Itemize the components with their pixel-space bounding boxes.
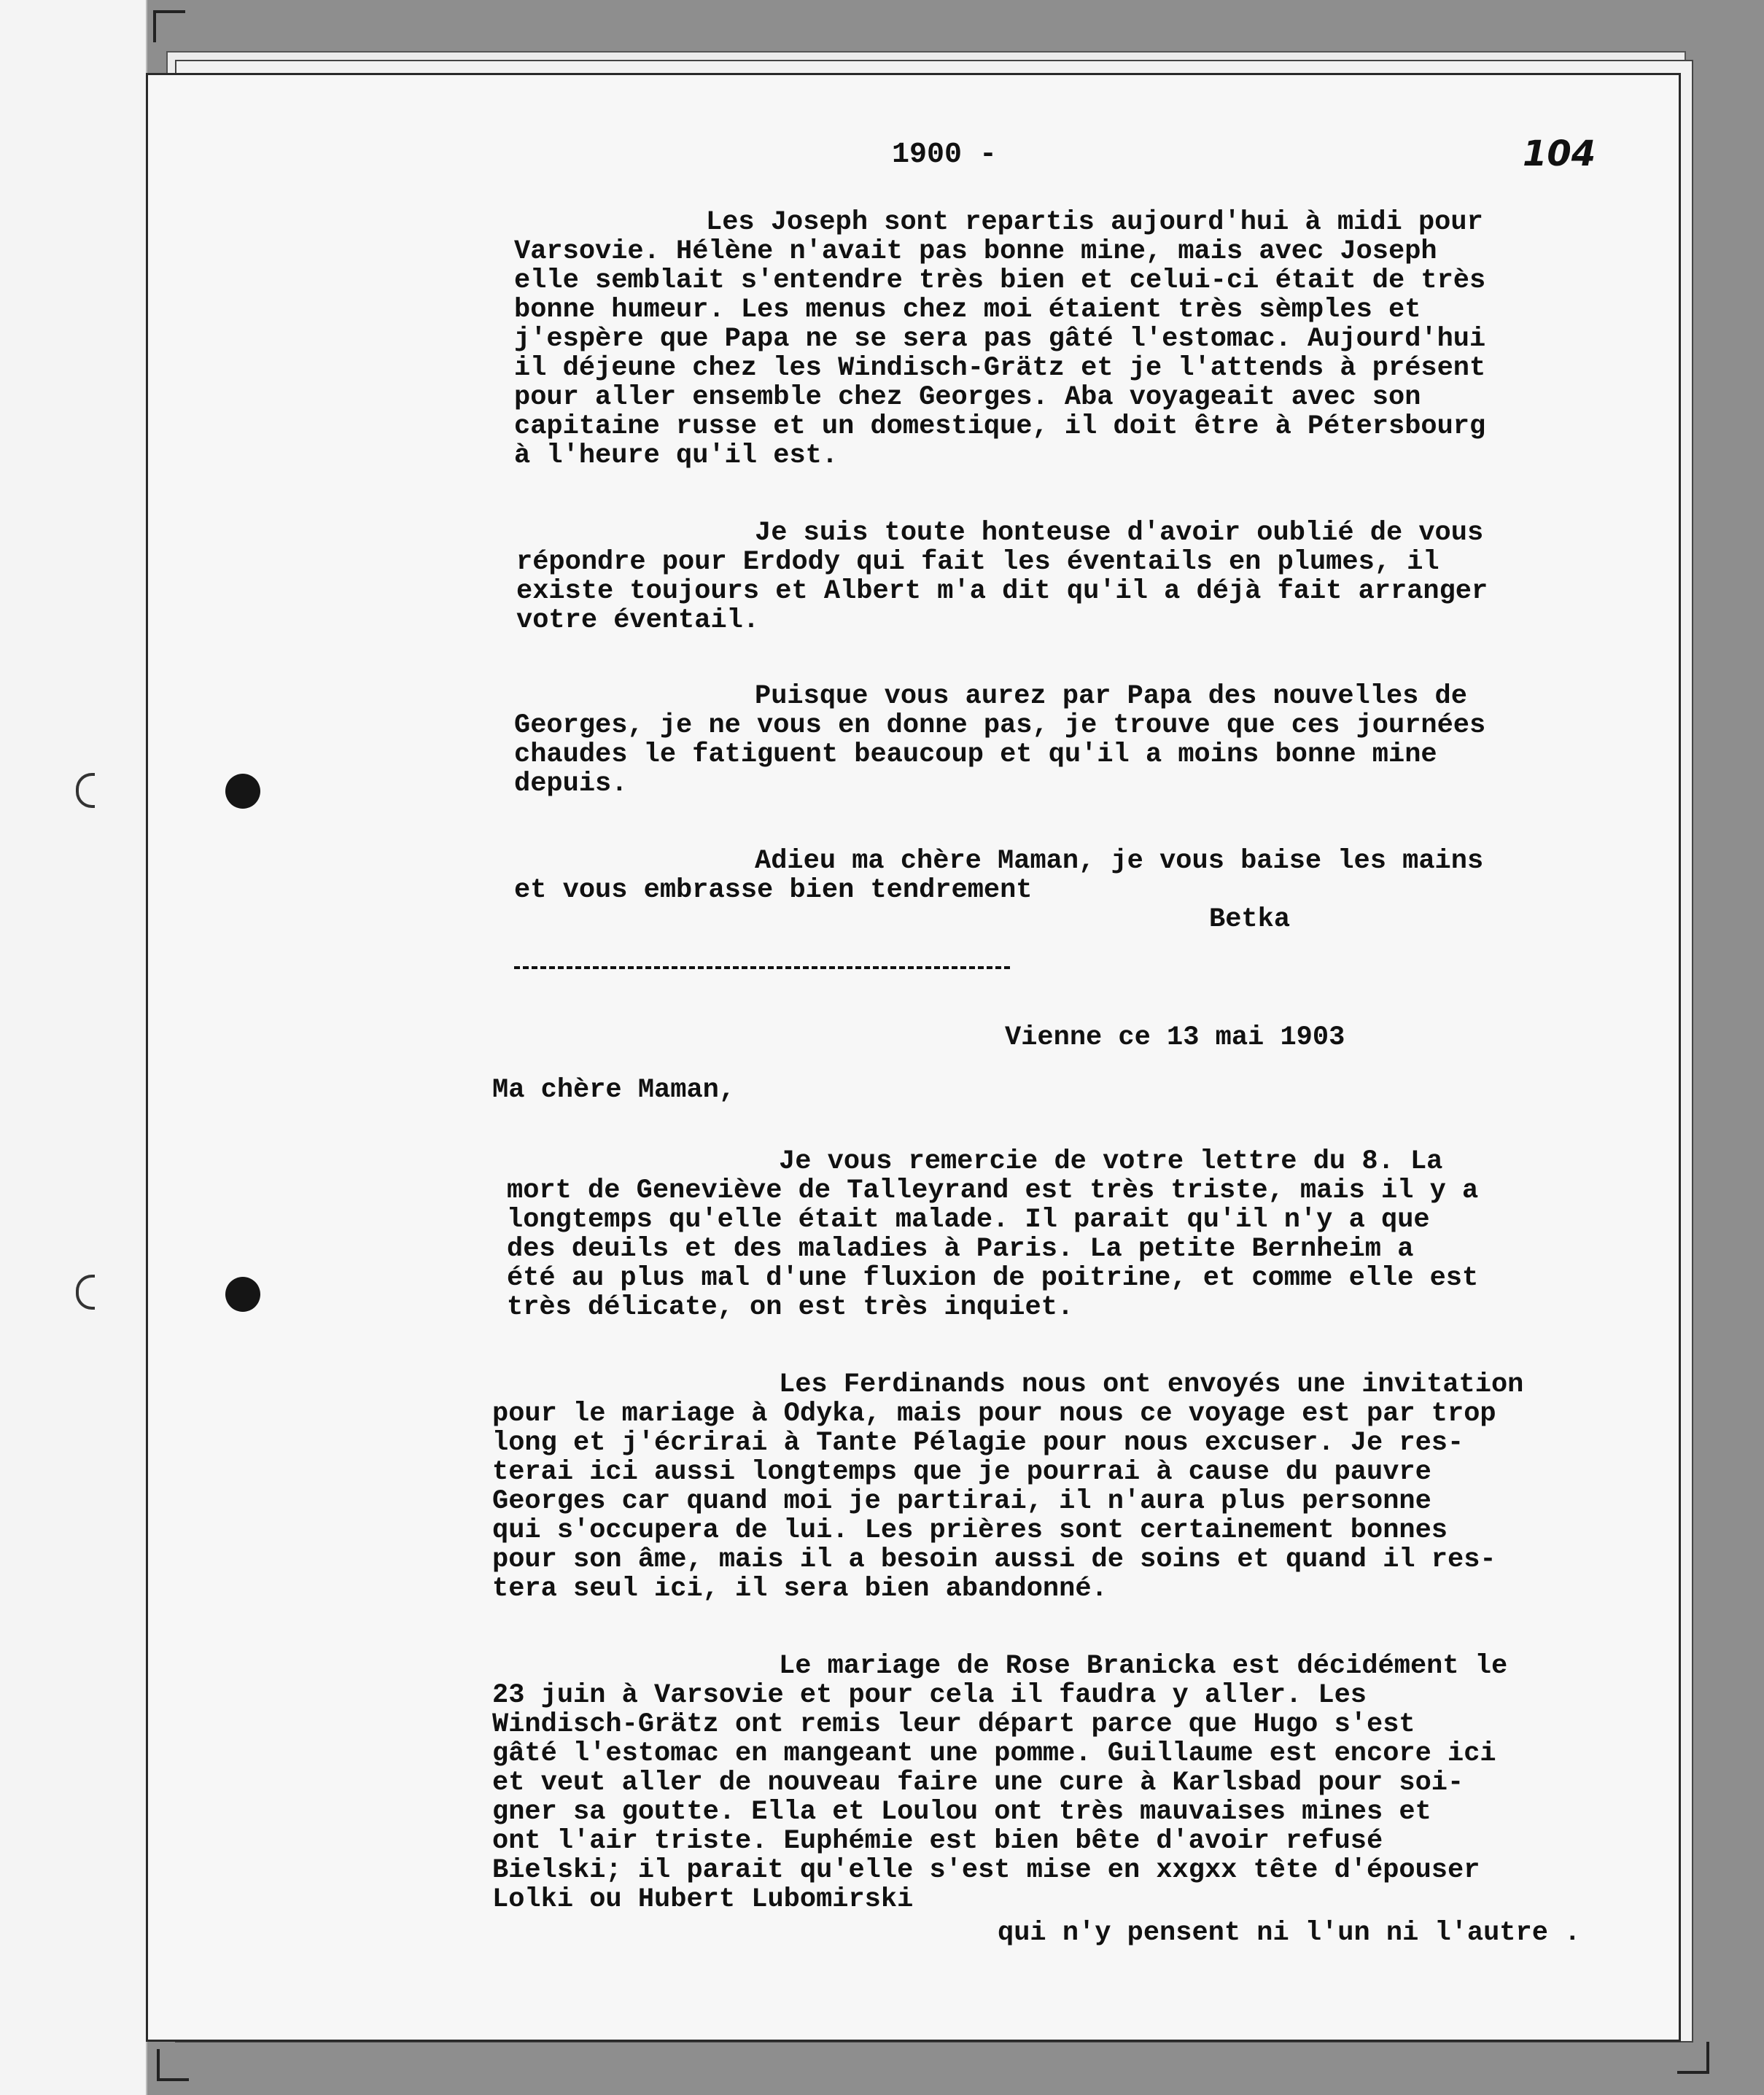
text-line: pour le mariage à Odyka, mais pour nous ce voyage est par trop: [492, 1399, 1496, 1429]
text-line: répondre pour Erdody qui fait les éventails en plumes, il: [516, 547, 1439, 578]
text-line: Je vous remercie de votre lettre du 8. La: [779, 1146, 1443, 1177]
text-line: tera seul ici, il sera bien abandonné.: [492, 1574, 1108, 1604]
text-line: et vous embrasse bien tendrement: [514, 875, 1033, 906]
text-line: j'espère que Papa ne se sera pas gâté l'estomac. Aujourd'hui: [514, 324, 1486, 354]
crop-mark-bottom-left: [157, 2049, 189, 2081]
text-line: des deuils et des maladies à Paris. La petite Bernheim a: [507, 1234, 1414, 1264]
signature: Betka: [1209, 904, 1291, 935]
text-line: Adieu ma chère Maman, je vous baise les mains: [755, 846, 1484, 877]
text-line: votre éventail.: [516, 605, 760, 636]
text-line: à l'heure qu'il est.: [514, 440, 839, 471]
binder-strip: [0, 0, 147, 2095]
crop-mark-bottom-right: [1677, 2042, 1709, 2074]
text-line: longtemps qu'elle était malade. Il parait qu'il n'y a que: [507, 1205, 1430, 1235]
text-line: Le mariage de Rose Branicka est décidément le: [779, 1651, 1508, 1682]
text-line: Je suis toute honteuse d'avoir oublié de vous: [755, 518, 1484, 548]
text-line: pour son âme, mais il a besoin aussi de soins et quand il res-: [492, 1544, 1496, 1575]
text-line: mort de Geneviève de Talleyrand est très triste, mais il y a: [507, 1175, 1479, 1206]
text-line: bonne humeur. Les menus chez moi étaient très sèmples et: [514, 295, 1421, 325]
text-line: il déjeune chez les Windisch-Grätz et je l'attends à présent: [514, 353, 1486, 384]
text-line: Puisque vous aurez par Papa des nouvelles de: [755, 681, 1467, 712]
dateline: Vienne ce 13 mai 1903: [1005, 1022, 1345, 1053]
text-line: long et j'écrirai à Tante Pélagie pour nous excuser. Je res-: [492, 1428, 1464, 1458]
text-line: qui n'y pensent ni l'un ni l'autre .: [998, 1918, 1581, 1948]
text-line: été au plus mal d'une fluxion de poitrine, et comme elle est: [507, 1263, 1479, 1294]
page-number: 104: [1523, 133, 1596, 174]
salutation: Ma chère Maman,: [492, 1075, 736, 1105]
text-line: gner sa goutte. Ella et Loulou ont très mauvaises mines et: [492, 1797, 1431, 1827]
text-line: très délicate, on est très inquiet.: [507, 1292, 1074, 1323]
text-line: depuis.: [514, 769, 628, 799]
text-line: Georges car quand moi je partirai, il n'aura plus personne: [492, 1486, 1431, 1517]
typewritten-page: [146, 73, 1681, 2042]
text-line: Windisch-Grätz ont remis leur départ parce que Hugo s'est: [492, 1709, 1415, 1740]
text-line: Lolki ou Hubert Lubomirski: [492, 1884, 914, 1915]
text-line: Georges, je ne vous en donne pas, je trouve que ces journées: [514, 710, 1486, 741]
text-line: pour aller ensemble chez Georges. Aba voyageait avec son: [514, 382, 1421, 413]
page-header: 1900 -: [892, 139, 998, 171]
text-line: gâté l'estomac en mangeant une pomme. Guillaume est encore ici: [492, 1738, 1496, 1769]
text-line: elle semblait s'entendre très bien et celui-ci était de très: [514, 265, 1486, 296]
text-line: Les Joseph sont repartis aujourd'hui à midi pour: [706, 207, 1483, 238]
text-line: Bielski; il parait qu'elle s'est mise en xxgxx tête d'épouser: [492, 1855, 1480, 1886]
text-line: 23 juin à Varsovie et pour cela il faudra y aller. Les: [492, 1680, 1367, 1711]
text-line: existe toujours et Albert m'a dit qu'il a déjà fait arranger: [516, 576, 1488, 607]
separator-rule: [514, 966, 1010, 969]
text-line: ont l'air triste. Euphémie est bien bête d'avoir refusé: [492, 1826, 1383, 1857]
text-line: Les Ferdinands nous ont envoyés une invitation: [779, 1369, 1524, 1400]
text-line: et veut aller de nouveau faire une cure à Karlsbad pour soi-: [492, 1768, 1464, 1798]
text-line: qui s'occupera de lui. Les prières sont certainement bonnes: [492, 1515, 1448, 1546]
text-line: chaudes le fatiguent beaucoup et qu'il a moins bonne mine: [514, 739, 1437, 770]
text-line: Varsovie. Hélène n'avait pas bonne mine, mais avec Joseph: [514, 236, 1437, 267]
crop-mark-top-left: [153, 10, 185, 42]
text-line: capitaine russe et un domestique, il doit être à Pétersbourg: [514, 411, 1486, 442]
page-text: [148, 75, 1679, 2040]
text-line: terai ici aussi longtemps que je pourrai à cause du pauvre: [492, 1457, 1431, 1488]
